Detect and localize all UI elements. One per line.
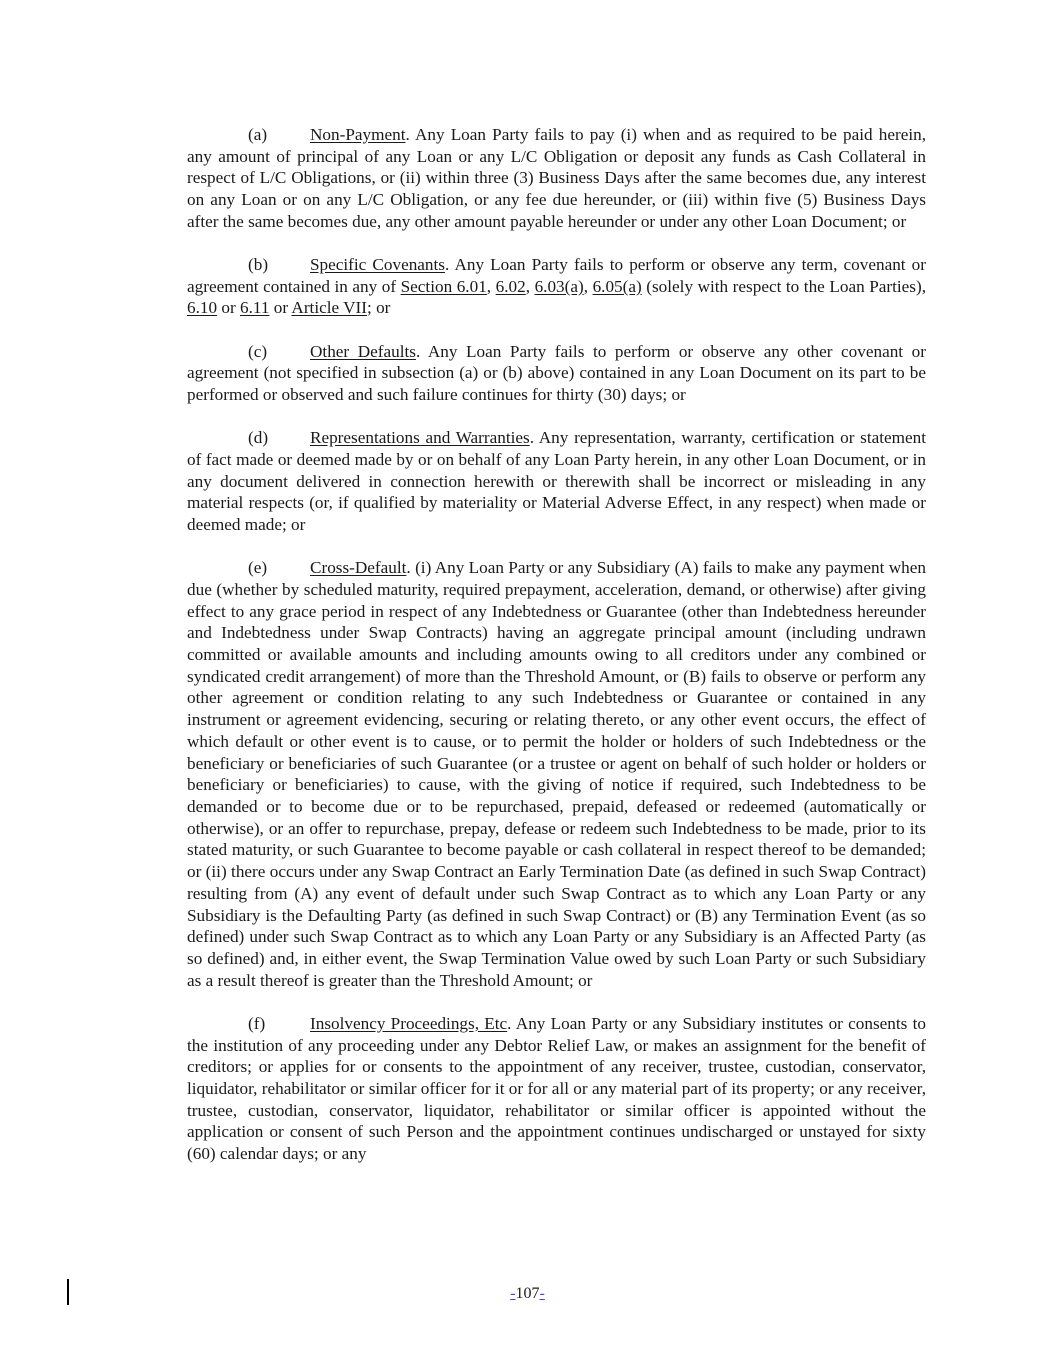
section-reference: 6.02 [495, 276, 526, 296]
document-page [187, 124, 926, 1186]
paragraph-b [187, 254, 926, 319]
paragraph-text: . Any Loan Party fails to pay (i) when and as required to be paid herein, any amount of principal of any Loan or any L/C Obligation or deposit any funds as Cash Collateral in respect of L/C Obligations, or (ii) within three (3) Business Days after the same becomes due, any interest on any Loan or on any L/C Obligation, or any fee due hereunder, or (iii) within five (5) Business Days after the same becomes due, any other amount payable hereunder or under any other Loan Document; or [187, 125, 926, 231]
page-number: 107 [515, 1285, 540, 1302]
paragraph-heading: Insolvency Proceedings, Etc [310, 1013, 508, 1033]
section-reference: 6.05(a) [592, 276, 642, 296]
paragraph-text: . Any representation, warranty, certification or statement of fact made or deemed made by or on behalf of any Loan Party herein, in any other Loan Document, or in any document delivered in connection herewith or therewith shall be incorrect or misleading in any material respects (or, if qualified by materiality or Material Adverse Effect, in any respect) when made or deemed made; or [187, 428, 927, 535]
separator: , [525, 276, 535, 296]
paragraph-c [187, 341, 926, 406]
paragraph-heading: Other Defaults [310, 341, 416, 361]
article-reference: Article VII [291, 298, 367, 318]
separator: or [217, 298, 240, 318]
paragraph-d [187, 427, 926, 536]
paragraph-label: (e) [248, 558, 268, 578]
paragraph-heading: Cross-Default [310, 558, 407, 578]
paragraph-text: . Any Loan Party fails to perform or observe any other covenant or agreement (not specified in subsection (a) or (b) above) contained in any Loan Document on its part to be performed or observed and such failure continues for thirty (30) days; or [187, 341, 926, 405]
paragraph-text: . (i) Any Loan Party or any Subsidiary (A) fails to make any payment when due (whether by scheduled maturity, required prepayment, acceleration, demand, or otherwise) after giving effect to any grace period in respect of any Indebtedness or Guarantee (other than Indebtedness hereunder and Indebtedness under Swap Contracts) having an aggregate principal amount (including undrawn committed or available amounts and including amounts owing to all creditors under any combined or syndicated credit arrangement) of more than the Threshold Amount, or (B) fails to observe or perform any other agreement or condition relating to any such Indebtedness or Guarantee or contained in any instrument or agreement evidencing, securing or relating thereto, or any other event occurs, the effect of which default or other event is to cause, or to permit the holder or holders of such Indebtedness or the beneficiary or beneficiaries of such Guarantee (or a trustee or agent on behalf of such holder or holders or beneficiary or beneficiaries) to cause, with the giving of notice if required, such Indebtedness to be demanded or to become due or to be repurchased, prepaid, defeased or redeemed (automatically or otherwise), or an offer to repurchase, prepay, defease or redeem such Indebtedness to be made, prior to its stated maturity, or such Guarantee to become payable or cash collateral in respect thereof to be demanded; or (ii) there occurs under any Swap Contract an Early Termination Date (as defined in such Swap Contract) resulting from (A) any event of default under such Swap Contract as to which any Loan Party or any Subsidiary is the Defaulting Party (as defined in such Swap Contract) or (B) any Termination Event (as so defined) under such Swap Contract as to which any Loan Party or any Subsidiary is an Affected Party (as so defined) and, in either event, the Swap Termination Value owed by such Loan Party or such Subsidiary as a result thereof is greater than the Threshold Amount; or [187, 558, 926, 990]
page-number-dash-right: - [539, 1285, 545, 1302]
paragraph-text: . Any Loan Party fails to perform or observe any term, covenant or agreement contained in any of [187, 255, 927, 296]
paragraph-e [187, 557, 926, 991]
paragraph-label: (d) [248, 428, 269, 448]
page-footer [0, 1285, 1055, 1303]
paragraph-heading: Non-Payment [310, 125, 406, 144]
paragraph-text: . Any Loan Party or any Subsidiary institutes or consents to the institution of any proceeding under any Debtor Relief Law, or makes an assignment for the benefit of creditors; or applies for or consents to the appointment of any receiver, trustee, custodian, conservator, liquidator, rehabilitator or similar officer for it or for all or any material part of its property; or any receiver, trustee, custodian, conservator, liquidator, rehabilitator or similar officer is appointed without the application or consent of such Person and the appointment continues undischarged or unstayed for sixty (60) calendar days; or any [187, 1013, 927, 1164]
paragraph-text: ; or [367, 298, 391, 318]
paragraph-a [187, 124, 926, 233]
paragraph-heading: Specific Covenants [310, 255, 445, 275]
paragraph-label: (a) [248, 125, 268, 144]
section-reference: Section 6.01 [400, 276, 487, 296]
separator: , [583, 276, 593, 296]
paragraph-text: (solely with respect to the Loan Parties), [641, 276, 927, 296]
section-reference: 6.10 [187, 298, 218, 318]
separator: , [486, 276, 496, 296]
paragraph-label: (c) [248, 341, 268, 361]
separator: or [269, 298, 292, 318]
paragraph-f [187, 1013, 926, 1165]
section-reference: 6.11 [240, 298, 270, 318]
section-reference: 6.03(a) [534, 276, 584, 296]
page-number-dash-left: - [510, 1285, 516, 1302]
paragraph-heading: Representations and Warranties [310, 428, 530, 448]
paragraph-label: (b) [248, 255, 269, 275]
paragraph-label: (f) [248, 1013, 266, 1033]
